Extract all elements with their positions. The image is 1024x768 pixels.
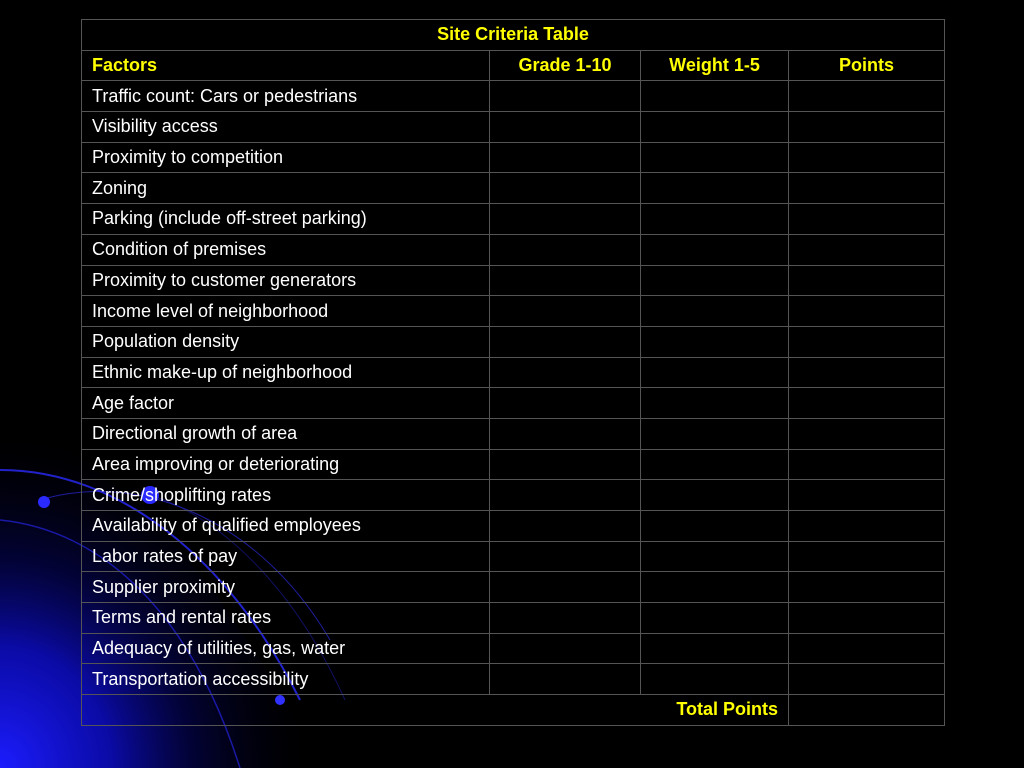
points-cell xyxy=(789,142,945,173)
points-cell xyxy=(789,603,945,634)
table-title: Site Criteria Table xyxy=(82,20,945,51)
weight-cell xyxy=(641,296,789,327)
total-points-cell xyxy=(789,695,945,726)
points-cell xyxy=(789,204,945,235)
table-row xyxy=(82,265,945,296)
factor-label: Availability of qualified employees xyxy=(82,511,490,542)
weight-cell xyxy=(641,449,789,480)
weight-cell xyxy=(641,357,789,388)
header-points: Points xyxy=(789,50,945,81)
points-cell xyxy=(789,112,945,143)
factor-label: Proximity to customer generators xyxy=(82,265,490,296)
points-cell xyxy=(789,81,945,112)
table-row xyxy=(82,511,945,542)
weight-cell xyxy=(641,541,789,572)
header-factors: Factors xyxy=(82,50,490,81)
grade-cell xyxy=(490,541,641,572)
points-cell xyxy=(789,541,945,572)
grade-cell xyxy=(490,234,641,265)
table-row xyxy=(82,572,945,603)
grade-cell xyxy=(490,511,641,542)
grade-cell xyxy=(490,388,641,419)
weight-cell xyxy=(641,511,789,542)
points-cell xyxy=(789,326,945,357)
table-header-row xyxy=(82,50,945,81)
table-row xyxy=(82,449,945,480)
points-cell xyxy=(789,357,945,388)
table-row xyxy=(82,388,945,419)
table-row xyxy=(82,296,945,327)
table-row xyxy=(82,480,945,511)
grade-cell xyxy=(490,603,641,634)
weight-cell xyxy=(641,572,789,603)
weight-cell xyxy=(641,418,789,449)
factor-label: Proximity to competition xyxy=(82,142,490,173)
weight-cell xyxy=(641,326,789,357)
grade-cell xyxy=(490,142,641,173)
factor-label: Zoning xyxy=(82,173,490,204)
table-row xyxy=(82,326,945,357)
factor-label: Ethnic make-up of neighborhood xyxy=(82,357,490,388)
total-row xyxy=(82,695,945,726)
grade-cell xyxy=(490,480,641,511)
grade-cell xyxy=(490,326,641,357)
points-cell xyxy=(789,633,945,664)
grade-cell xyxy=(490,633,641,664)
weight-cell xyxy=(641,633,789,664)
grade-cell xyxy=(490,357,641,388)
weight-cell xyxy=(641,234,789,265)
table-row xyxy=(82,112,945,143)
grade-cell xyxy=(490,449,641,480)
table-row xyxy=(82,81,945,112)
factor-label: Crime/shoplifting rates xyxy=(82,480,490,511)
weight-cell xyxy=(641,173,789,204)
grade-cell xyxy=(490,664,641,695)
factor-label: Age factor xyxy=(82,388,490,419)
points-cell xyxy=(789,511,945,542)
table-row xyxy=(82,234,945,265)
table-row xyxy=(82,357,945,388)
points-cell xyxy=(789,480,945,511)
points-cell xyxy=(789,388,945,419)
points-cell xyxy=(789,234,945,265)
weight-cell xyxy=(641,480,789,511)
grade-cell xyxy=(490,572,641,603)
factor-label: Directional growth of area xyxy=(82,418,490,449)
grade-cell xyxy=(490,173,641,204)
grade-cell xyxy=(490,81,641,112)
weight-cell xyxy=(641,388,789,419)
grade-cell xyxy=(490,296,641,327)
weight-cell xyxy=(641,204,789,235)
factor-label: Supplier proximity xyxy=(82,572,490,603)
grade-cell xyxy=(490,265,641,296)
factor-label: Income level of neighborhood xyxy=(82,296,490,327)
table-row xyxy=(82,204,945,235)
weight-cell xyxy=(641,603,789,634)
points-cell xyxy=(789,296,945,327)
grade-cell xyxy=(490,112,641,143)
factor-label: Condition of premises xyxy=(82,234,490,265)
factor-label: Visibility access xyxy=(82,112,490,143)
table-row xyxy=(82,603,945,634)
factor-label: Labor rates of pay xyxy=(82,541,490,572)
total-points-label: Total Points xyxy=(82,695,789,726)
points-cell xyxy=(789,173,945,204)
table-row xyxy=(82,664,945,695)
points-cell xyxy=(789,664,945,695)
factor-label: Transportation accessibility xyxy=(82,664,490,695)
table-title-row xyxy=(82,20,945,51)
factor-label: Parking (include off-street parking) xyxy=(82,204,490,235)
header-grade: Grade 1-10 xyxy=(490,50,641,81)
weight-cell xyxy=(641,265,789,296)
table-row xyxy=(82,541,945,572)
grade-cell xyxy=(490,204,641,235)
factor-label: Traffic count: Cars or pedestrians xyxy=(82,81,490,112)
weight-cell xyxy=(641,142,789,173)
weight-cell xyxy=(641,664,789,695)
table-row xyxy=(82,633,945,664)
points-cell xyxy=(789,265,945,296)
site-criteria-table xyxy=(81,19,945,726)
weight-cell xyxy=(641,81,789,112)
factor-label: Adequacy of utilities, gas, water xyxy=(82,633,490,664)
factor-label: Area improving or deteriorating xyxy=(82,449,490,480)
weight-cell xyxy=(641,112,789,143)
points-cell xyxy=(789,418,945,449)
grade-cell xyxy=(490,418,641,449)
table-row xyxy=(82,173,945,204)
factor-label: Terms and rental rates xyxy=(82,603,490,634)
points-cell xyxy=(789,572,945,603)
factor-label: Population density xyxy=(82,326,490,357)
table-row xyxy=(82,142,945,173)
table-row xyxy=(82,418,945,449)
header-weight: Weight 1-5 xyxy=(641,50,789,81)
points-cell xyxy=(789,449,945,480)
